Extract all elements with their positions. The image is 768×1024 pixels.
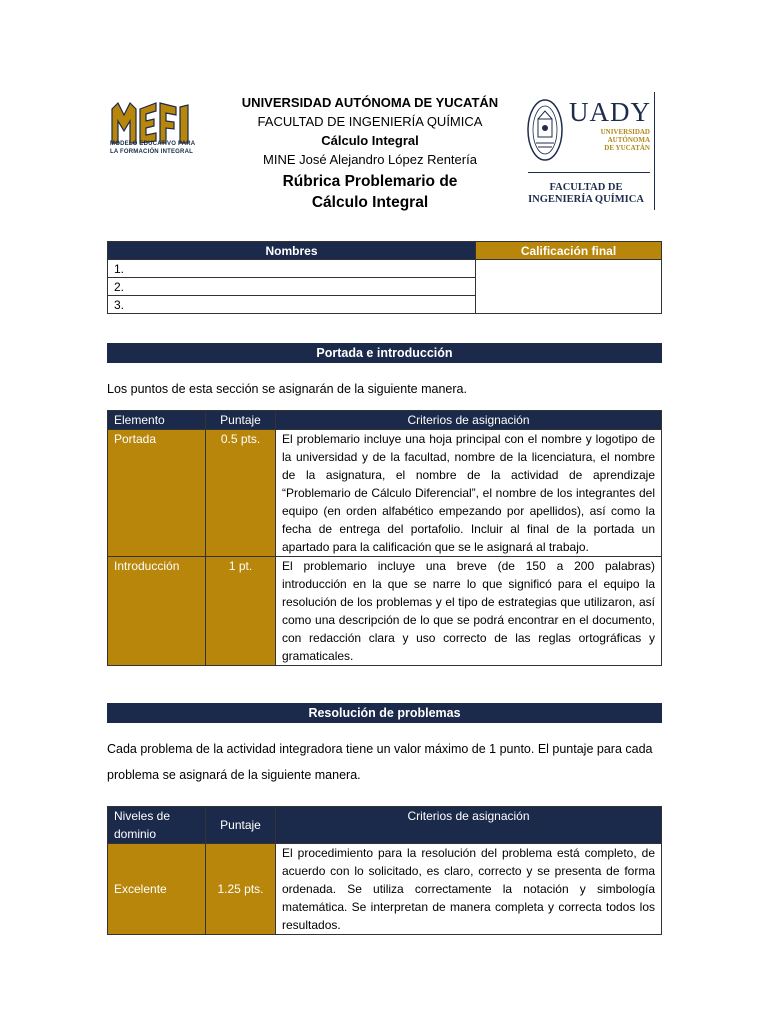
section-bar-portada: Portada e introducción: [107, 343, 662, 363]
mefi-caption: [110, 140, 210, 156]
col-elemento: Elemento: [108, 411, 206, 430]
course-name: Cálculo Integral: [321, 133, 419, 148]
uady-wordmark: UADY: [569, 97, 651, 127]
element-label: Portada: [108, 430, 206, 557]
col-criterios: Criterios de asignación: [276, 807, 662, 844]
mefi-caption-line: MODELO EDUCATIVO PARA: [110, 141, 196, 147]
level-label: Excelente: [108, 844, 206, 935]
section-bar-resolucion: Resolución de problemas: [107, 703, 662, 723]
uady-subtitle-line: UNIVERSIDAD: [600, 128, 650, 136]
university-name: UNIVERSIDAD AUTÓNOMA DE YUCATÁN: [241, 95, 499, 110]
col-criterios: Criterios de asignación: [276, 411, 662, 430]
name-row[interactable]: 3.: [108, 296, 476, 314]
table-row: [108, 844, 662, 935]
levels-criteria-table: [107, 806, 662, 935]
section1-intro: Los puntos de esta sección se asignarán de la siguiente manera.: [107, 382, 467, 396]
uady-subtitle-line: DE YUCATÁN: [604, 144, 650, 152]
name-row[interactable]: 2.: [108, 278, 476, 296]
col-puntaje: Puntaje: [206, 411, 276, 430]
points-value: 1 pt.: [206, 557, 276, 666]
uady-faculty-line: FACULTAD DE: [549, 182, 623, 193]
uady-faculty-line: INGENIERÍA QUÍMICA: [528, 194, 644, 205]
names-table: [107, 241, 662, 314]
criteria-text: El procedimiento para la resolución del problema está completo, de acuerdo con lo solicitado, es claro, correcto y se presenta de forma ordenada. Se utiliza correctamente la notación y simbología matemática. Se interpretan de manera completa y correcta todos los resultados.: [276, 844, 662, 935]
mefi-logo: [110, 95, 202, 170]
teacher-name: MINE José Alejandro López Rentería: [263, 152, 477, 167]
element-label: Introducción: [108, 557, 206, 666]
table-row: [108, 557, 662, 666]
uady-subtitle: [590, 128, 650, 152]
uady-seal-icon: [526, 97, 564, 163]
criteria-text: El problemario incluye una hoja principal con el nombre y logotipo de la universidad y de la facultad, nombre de la licenciatura, el nombre de la asignatura, el nombre de la actividad de aprendizaje “Problemario de Cálculo Diferencial”, el nombre de los integrantes del equipo (en orden alfabético empezando por apellidos), así como la fecha de entrega del portafolio. Incluir al final de la portada un apartado para la calificación que se le asignará al trabajo.: [276, 430, 662, 557]
section2-intro-line2: problema se asignará de la siguiente manera.: [107, 768, 361, 782]
names-header: Nombres: [108, 242, 476, 260]
points-value: 1.25 pts.: [206, 844, 276, 935]
faculty-name: FACULTAD DE INGENIERÍA QUÍMICA: [257, 114, 483, 129]
uady-faculty-label: [523, 182, 649, 206]
grade-header: Calificación final: [476, 242, 662, 260]
name-row[interactable]: 1.: [108, 260, 476, 278]
criteria-text: El problemario incluye una breve (de 150 a 200 palabras) introducción en la que se narre lo que significó para el equipo la resolución de los problemas y el tipo de estrategias que utilizaron, así como una descripción de lo que se podrá encontrar en el documento, con redacción clara y uso correcto de las reglas ortográficas y gramaticales.: [276, 557, 662, 666]
document-title: Rúbrica Problemario de Cálculo Integral: [282, 173, 458, 211]
points-value: 0.5 pts.: [206, 430, 276, 557]
uady-divider: [528, 172, 650, 173]
col-puntaje: Puntaje: [206, 807, 276, 844]
portada-criteria-table: [107, 410, 662, 666]
mefi-caption-line: LA FORMACIÓN INTEGRAL: [110, 149, 193, 155]
grade-cell[interactable]: [476, 260, 662, 314]
uady-subtitle-line: AUTÓNOMA: [607, 136, 650, 144]
col-niveles: Niveles de dominio: [108, 807, 206, 844]
table-row: [108, 430, 662, 557]
section2-intro-line1: Cada problema de la actividad integradora tiene un valor máximo de 1 punto. El puntaje para cada: [107, 742, 653, 756]
document-header: [215, 93, 525, 213]
